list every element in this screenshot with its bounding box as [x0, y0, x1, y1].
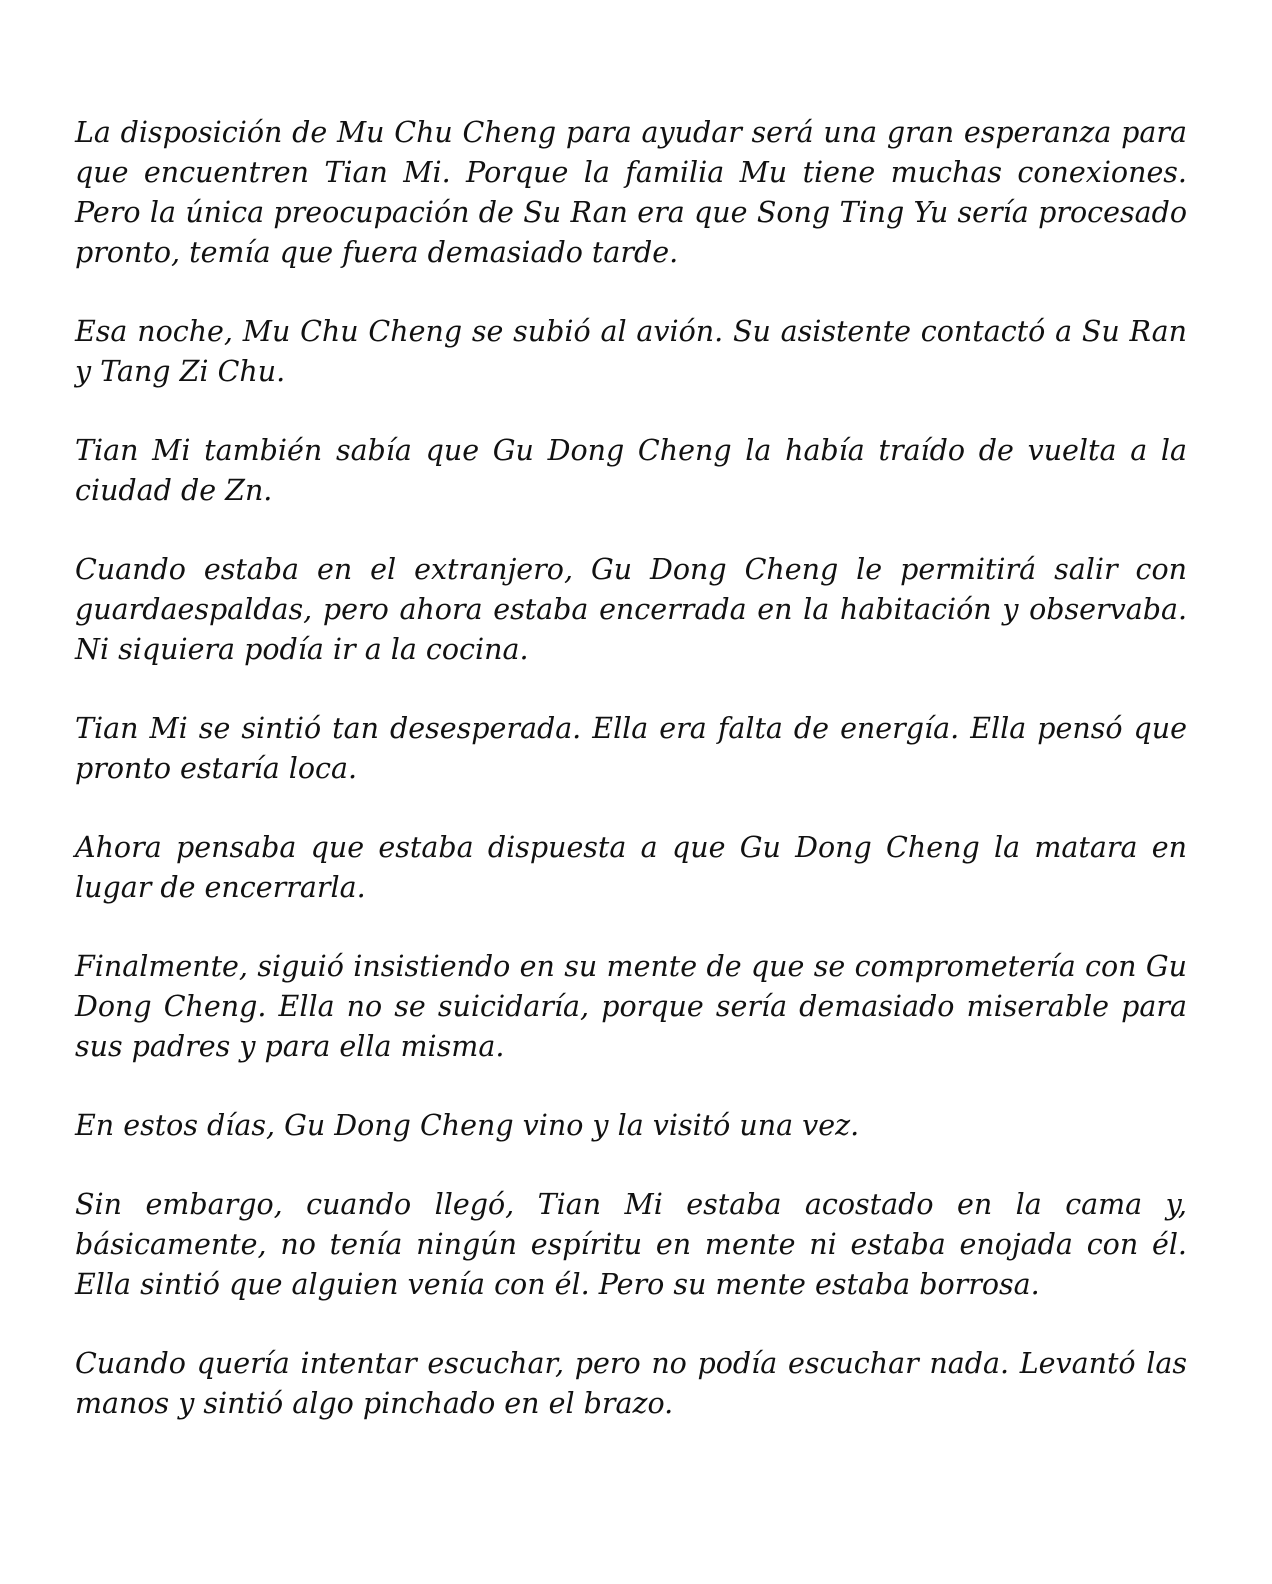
paragraph: En estos días, Gu Dong Cheng vino y la visitó una vez.	[75, 1109, 860, 1142]
paragraph: Sin embargo, cuando llegó, Tian Mi estaba acostado en la cama y, básicamente, no tenía ningún espíritu en mente ni estaba enojada con él. Ella sintió que alguien venía con él. Pero su mente estaba borrosa.	[75, 1188, 1187, 1301]
paragraph: Cuando quería intentar escuchar, pero no podía escuchar nada. Levantó las manos y sintió algo pinchado en el brazo.	[75, 1347, 1187, 1420]
paragraph: Tian Mi también sabía que Gu Dong Cheng la había traído de vuelta a la ciudad de Zn.	[75, 434, 1187, 507]
paragraph: Ahora pensaba que estaba dispuesta a que Gu Dong Cheng la matara en lugar de encerrarla.	[75, 831, 1187, 904]
paragraph: Finalmente, siguió insistiendo en su mente de que se comprometería con Gu Dong Cheng. Ella no se suicidaría, porque sería demasiado miserable para sus padres y para ella misma.	[75, 950, 1187, 1063]
paragraph: La disposición de Mu Chu Cheng para ayudar será una gran esperanza para que encuentren Tian Mi. Porque la familia Mu tiene muchas conexiones. Pero la única preocupación de Su Ran era que Song Ting Yu sería procesado pronto, temía que fuera demasiado tarde.	[75, 116, 1187, 269]
paragraph: Esa noche, Mu Chu Cheng se subió al avión. Su asistente contactó a Su Ran y Tang Zi Chu.	[75, 315, 1187, 388]
paragraph: Cuando estaba en el extranjero, Gu Dong Cheng le permitirá salir con guardaespaldas, pero ahora estaba encerrada en la habitación y observaba. Ni siquiera podía ir a la cocina.	[75, 553, 1187, 666]
paragraph: Tian Mi se sintió tan desesperada. Ella era falta de energía. Ella pensó que pronto estaría loca.	[75, 712, 1187, 785]
document-body	[75, 113, 1187, 1424]
